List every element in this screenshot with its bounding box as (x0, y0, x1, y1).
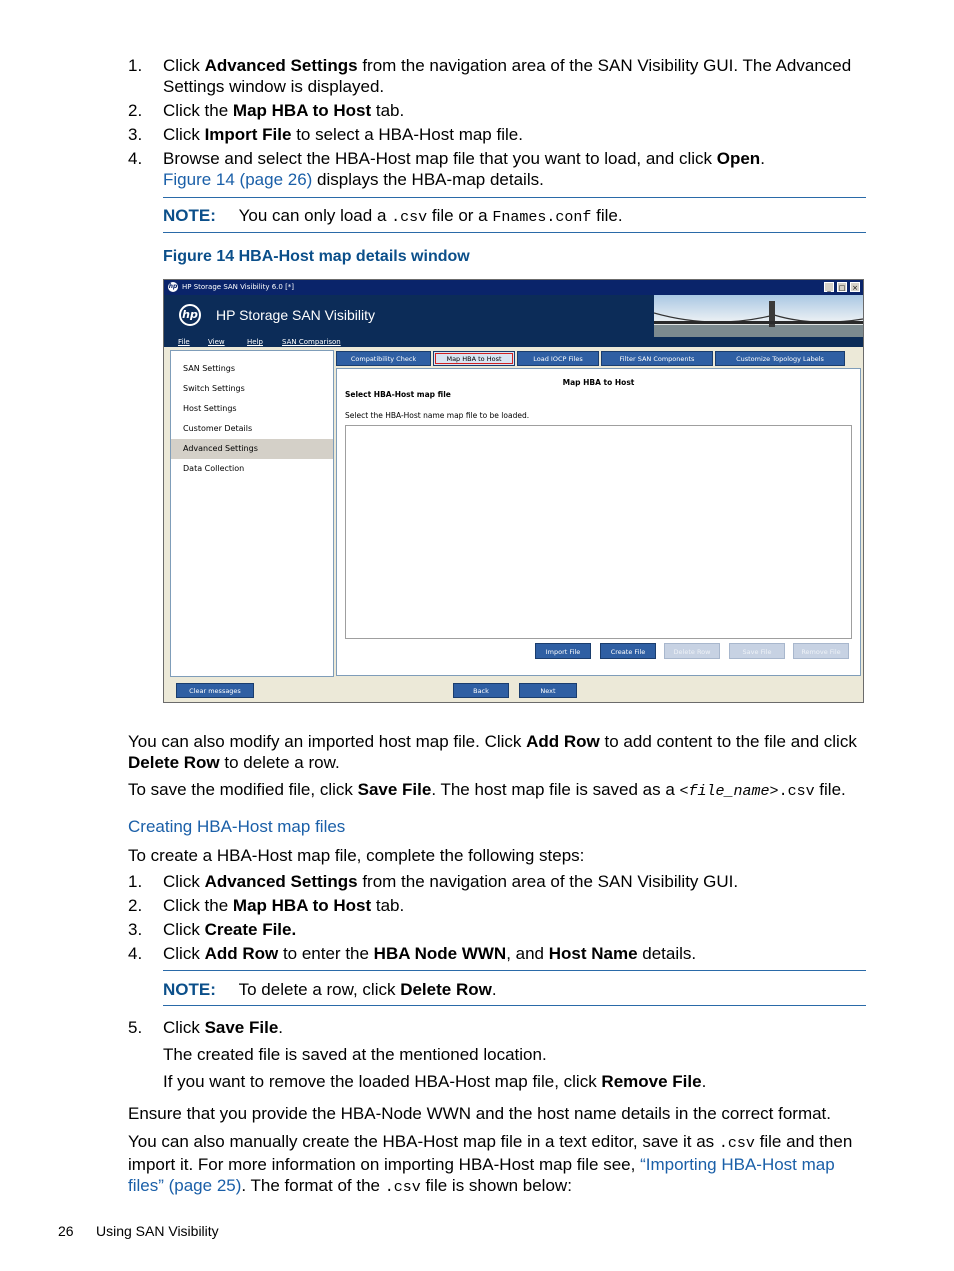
nav-item-advanced-settings[interactable]: Advanced Settings (171, 439, 333, 459)
step-text: from the navigation area of the SAN Visibility GUI. The Advanced (357, 56, 852, 75)
maximize-button[interactable]: □ (838, 284, 846, 292)
clear-messages-button[interactable]: Clear messages (176, 683, 254, 698)
hp-logo-icon: hp (179, 304, 201, 326)
step-text: Click (163, 56, 205, 75)
step-text: Click the (163, 101, 233, 120)
para-text: To save the modified file, click (128, 780, 358, 799)
back-button[interactable]: Back (453, 683, 509, 698)
step-bold: Map HBA to Host (232, 896, 372, 915)
para-ensure: Ensure that you provide the HBA-Node WWN and the host name details in the correct format. (128, 1104, 832, 1123)
step-number: 5. (128, 1018, 143, 1037)
step-text: If you want to remove the loaded HBA-Host map file, click (163, 1072, 602, 1091)
nav-item-san-settings[interactable]: SAN Settings (183, 364, 236, 373)
tab-customize-topology-labels[interactable]: Customize Topology Labels (715, 351, 845, 366)
step-number: 2. (128, 101, 143, 120)
note-rule-bottom (163, 232, 866, 233)
step-text: Click (163, 944, 205, 963)
menu-help[interactable]: Help (247, 338, 263, 346)
step-text: . (278, 1018, 284, 1037)
nav-item-host-settings[interactable]: Host Settings (183, 404, 237, 413)
para-modify (128, 731, 868, 773)
para-text: import it. For more information on importing HBA-Host map file see, (128, 1155, 641, 1174)
step-text: displays the HBA-map details. (312, 170, 544, 189)
delete-row-bold: Delete Row (128, 753, 220, 772)
step-bold: Import File (204, 125, 292, 144)
tab-filter-san-components[interactable]: Filter SAN Components (601, 351, 713, 366)
section-label: Select HBA-Host map file (345, 390, 451, 399)
tab-map-hba-to-host[interactable]: Map HBA to Host (433, 351, 515, 366)
step-bold: Advanced Settings (204, 56, 358, 75)
step-text: Click (163, 125, 205, 144)
step-number: 3. (128, 125, 143, 144)
tab-bar (336, 351, 863, 368)
code-csv: .csv (718, 1135, 755, 1152)
menu-san-comparison[interactable]: SAN Comparison (282, 338, 341, 346)
menu-bar (164, 337, 863, 347)
importing-link[interactable]: “Importing HBA-Host map (640, 1155, 835, 1174)
hp-logo-icon: hp (168, 283, 178, 290)
step-text: Click (163, 920, 205, 939)
note-rule-top (163, 970, 866, 971)
save-file-button[interactable]: Save File (729, 643, 785, 659)
step-text: Click the (163, 896, 233, 915)
note-label: NOTE: (163, 980, 216, 999)
nav-panel (170, 350, 334, 677)
map-hba-panel (336, 368, 861, 676)
window-title: HP Storage SAN Visibility 6.0 [*] (182, 283, 295, 291)
note-text: To delete a row, click (238, 980, 401, 999)
step-bold: Open (716, 149, 761, 168)
code-csv: .csv (778, 783, 815, 800)
para-text: file and then (754, 1132, 853, 1151)
minimize-button[interactable]: _ (824, 282, 834, 292)
note-rule-bottom (163, 1005, 866, 1006)
figure-caption: Figure 14 HBA-Host map details window (163, 248, 470, 265)
remove-file-button[interactable]: Remove File (793, 643, 849, 659)
code-file-name: <file_name> (679, 783, 779, 800)
bridge-image (654, 295, 863, 337)
para-text: to add content to the file and click (599, 732, 857, 751)
step-number: 3. (128, 920, 143, 939)
map-file-table[interactable] (345, 425, 852, 639)
para-manual (128, 1131, 868, 1198)
step-text: to select a HBA-Host map file. (291, 125, 523, 144)
next-button[interactable]: Next (519, 683, 577, 698)
step-number: 4. (128, 944, 143, 963)
code-csv: .csv (391, 209, 428, 226)
figure-link[interactable]: Figure 14 (page 26) (163, 170, 313, 189)
nav-item-customer-details[interactable]: Customer Details (183, 424, 253, 433)
step-number: 2. (128, 896, 143, 915)
tab-compatibility-check[interactable]: Compatibility Check (336, 351, 431, 366)
page-number: 26 (58, 1223, 74, 1239)
code-fnames: Fnames.conf (492, 209, 592, 226)
menu-view[interactable]: View (208, 338, 225, 346)
create-file-button[interactable]: Create File (600, 643, 656, 659)
menu-file[interactable]: File (178, 338, 190, 346)
para-text: file is shown below: (420, 1176, 572, 1195)
note-text: You can only load a (238, 206, 392, 225)
step-text: to enter the (278, 944, 374, 963)
step-text: Browse and select the HBA-Host map file that you want to load, and click (163, 149, 717, 168)
title-bar (164, 280, 863, 295)
step-text: details. (637, 944, 697, 963)
footer-title: Using SAN Visibility (96, 1223, 219, 1239)
step-text: , and (506, 944, 549, 963)
step5-detail-2 (163, 1071, 868, 1092)
step-text: . (760, 149, 765, 168)
step-text: tab. (371, 101, 405, 120)
para-text: to delete a row. (219, 753, 340, 772)
para-text: . The host map file is saved as a (431, 780, 680, 799)
para-save (128, 779, 868, 802)
note-bold: Delete Row (400, 980, 492, 999)
nav-item-data-collection[interactable]: Data Collection (183, 464, 245, 473)
note-text: file or a (427, 206, 493, 225)
importing-link-cont[interactable]: files” (page 25) (128, 1176, 242, 1195)
step-number: 1. (128, 56, 143, 75)
panel-title: Map HBA to Host (562, 378, 635, 387)
step5-detail-1: The created file is saved at the mentioned location. (163, 1045, 547, 1064)
code-csv: .csv (384, 1179, 421, 1196)
note-text: file. (591, 206, 623, 225)
screenshot-window (163, 279, 864, 703)
note-text: . (491, 980, 497, 999)
intro-text: To create a HBA-Host map file, complete the following steps: (128, 846, 585, 865)
step-text: Click (163, 872, 205, 891)
delete-row-button[interactable]: Delete Row (664, 643, 720, 659)
step-bold: Host Name (548, 944, 638, 963)
step-text: Click (163, 1018, 205, 1037)
nav-item-switch-settings[interactable]: Switch Settings (183, 384, 245, 393)
import-file-button[interactable]: Import File (535, 643, 591, 659)
add-row-bold: Add Row (526, 732, 600, 751)
para-text: file. (814, 780, 846, 799)
step-text: . (701, 1072, 707, 1091)
hint-text: Select the HBA-Host name map file to be loaded. (345, 411, 530, 420)
step-bold: Advanced Settings (204, 872, 358, 891)
note-label: NOTE: (163, 206, 216, 225)
app-banner (164, 295, 863, 337)
step-bold: Create File. (204, 920, 297, 939)
close-button[interactable]: × (850, 282, 860, 292)
section-heading: Creating HBA-Host map files (128, 817, 346, 836)
tab-load-iocp-files[interactable]: Load IOCP Files (517, 351, 599, 366)
step-number: 4. (128, 149, 143, 168)
remove-file-bold: Remove File (601, 1072, 702, 1091)
step-text: tab. (371, 896, 405, 915)
step-bold: Map HBA to Host (232, 101, 372, 120)
para-text: You can also modify an imported host map file. Click (128, 732, 527, 751)
step-bold: Save File (204, 1018, 279, 1037)
save-file-bold: Save File (357, 780, 432, 799)
note-2 (163, 979, 497, 1000)
note-1 (163, 205, 623, 228)
step-number: 1. (128, 872, 143, 891)
para-text: . The format of the (241, 1176, 385, 1195)
step-bold: Add Row (204, 944, 279, 963)
note-rule-top (163, 197, 866, 198)
step-text: Settings window is displayed. (163, 77, 385, 96)
step-bold: HBA Node WWN (373, 944, 507, 963)
para-text: You can also manually create the HBA-Host map file in a text editor, save it as (128, 1132, 719, 1151)
step-text: from the navigation area of the SAN Visibility GUI. (357, 872, 739, 891)
app-name: HP Storage SAN Visibility (216, 307, 375, 323)
